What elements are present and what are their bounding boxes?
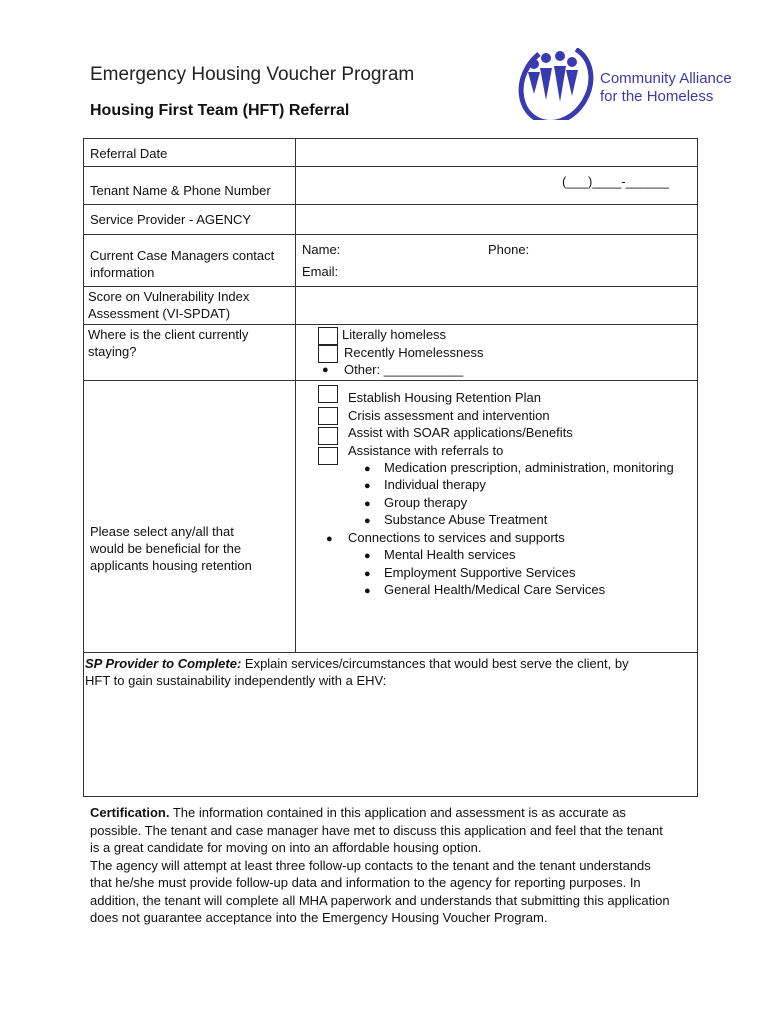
form-subtitle: Housing First Team (HFT) Referral — [90, 102, 350, 119]
certification-paragraph-1: Certification. The information contained in this application and assessment is as accurate as possible. The tenant and case manager have met to discuss this application and feel that the tenant is a great candidate for moving on into an affordable housing option. — [90, 805, 663, 855]
bullet-icon: ● — [364, 585, 371, 597]
staying-option-literally-homeless: Literally homeless — [342, 327, 447, 342]
staying-label: Where is the client currently staying? — [84, 325, 296, 381]
vi-spdat-field[interactable] — [296, 287, 698, 325]
staying-option-recently-homeless: Recently Homelessness — [344, 345, 484, 360]
service-provider-label: Service Provider - AGENCY — [84, 205, 296, 235]
bullet-icon: ● — [364, 498, 371, 510]
form-title: Emergency Housing Voucher Program — [90, 64, 415, 85]
service-connections: Connections to services and supports — [348, 530, 565, 545]
service-substance-abuse: Substance Abuse Treatment — [384, 512, 548, 527]
service-medication: Medication prescription, administration, monitoring — [384, 460, 674, 475]
service-soar: Assist with SOAR applications/Benefits — [348, 425, 573, 440]
tenant-name-field[interactable] — [296, 167, 698, 205]
sp-provider-instructions: SP Provider to Complete: Explain services/circumstances that would best serve the client, by — [85, 656, 629, 671]
service-mental-health: Mental Health services — [384, 547, 516, 562]
service-group-therapy: Group therapy — [384, 495, 468, 510]
sp-provider-section[interactable] — [84, 653, 698, 797]
logo-line-1: Community Alliance — [600, 70, 732, 87]
referrals-checkbox[interactable] — [318, 447, 338, 465]
services-label: Please select any/all that would be beneficial for the applicants housing retention — [84, 381, 296, 653]
bullet-icon: ● — [364, 463, 371, 475]
vi-spdat-label: Score on Vulnerability Index Assessment (VI-SPDAT) — [84, 287, 296, 325]
soar-checkbox[interactable] — [318, 427, 338, 445]
staying-options — [296, 325, 698, 381]
bullet-icon: ● — [364, 515, 371, 527]
certification-heading: Certification. — [90, 805, 170, 820]
sp-provider-instructions-line2: HFT to gain sustainability independently with a EHV: — [85, 673, 387, 688]
service-referrals: Assistance with referrals to — [348, 443, 504, 458]
services-options — [296, 381, 698, 653]
service-housing-plan: Establish Housing Retention Plan — [348, 390, 541, 405]
phone-placeholder: (___)____-______ — [562, 174, 669, 189]
referral-form-table — [83, 138, 698, 797]
email-label: Email: — [302, 264, 339, 279]
service-employment: Employment Supportive Services — [384, 565, 576, 580]
certification-section — [90, 804, 670, 927]
phone-label: Phone: — [488, 242, 530, 257]
certification-paragraph-2: The agency will attempt at least three follow-up contacts to the tenant and the tenant understands that he/she must provide follow-up data and information to the agency for reporting purposes. In addition, the tenant will complete all MHA paperwork and understands that submitting this application does not guarantee acceptance into the Emergency Housing Voucher Program. — [90, 857, 670, 925]
bullet-icon: ● — [364, 550, 371, 562]
bullet-icon: ● — [322, 364, 329, 376]
bullet-icon: ● — [364, 480, 371, 492]
service-provider-field[interactable] — [296, 205, 698, 235]
bullet-icon: ● — [364, 568, 371, 580]
case-manager-label: Current Case Managers contact information — [84, 235, 296, 287]
service-general-health: General Health/Medical Care Services — [384, 582, 606, 597]
referral-date-label: Referral Date — [84, 139, 296, 167]
logo-text — [600, 70, 732, 106]
logo-line-2: for the Homeless — [600, 88, 714, 105]
name-label: Name: — [302, 242, 341, 257]
housing-plan-checkbox[interactable] — [318, 385, 338, 403]
service-crisis-assessment: Crisis assessment and intervention — [348, 408, 550, 423]
bullet-icon: ● — [326, 533, 333, 545]
recently-homeless-checkbox[interactable] — [318, 345, 338, 363]
service-individual-therapy: Individual therapy — [384, 477, 486, 492]
crisis-assessment-checkbox[interactable] — [318, 407, 338, 425]
referral-date-field[interactable] — [296, 139, 698, 167]
staying-option-other: Other: ___________ — [344, 362, 464, 377]
literally-homeless-checkbox[interactable] — [318, 327, 338, 345]
case-manager-field[interactable] — [296, 235, 698, 287]
tenant-name-label: Tenant Name & Phone Number — [84, 167, 296, 205]
